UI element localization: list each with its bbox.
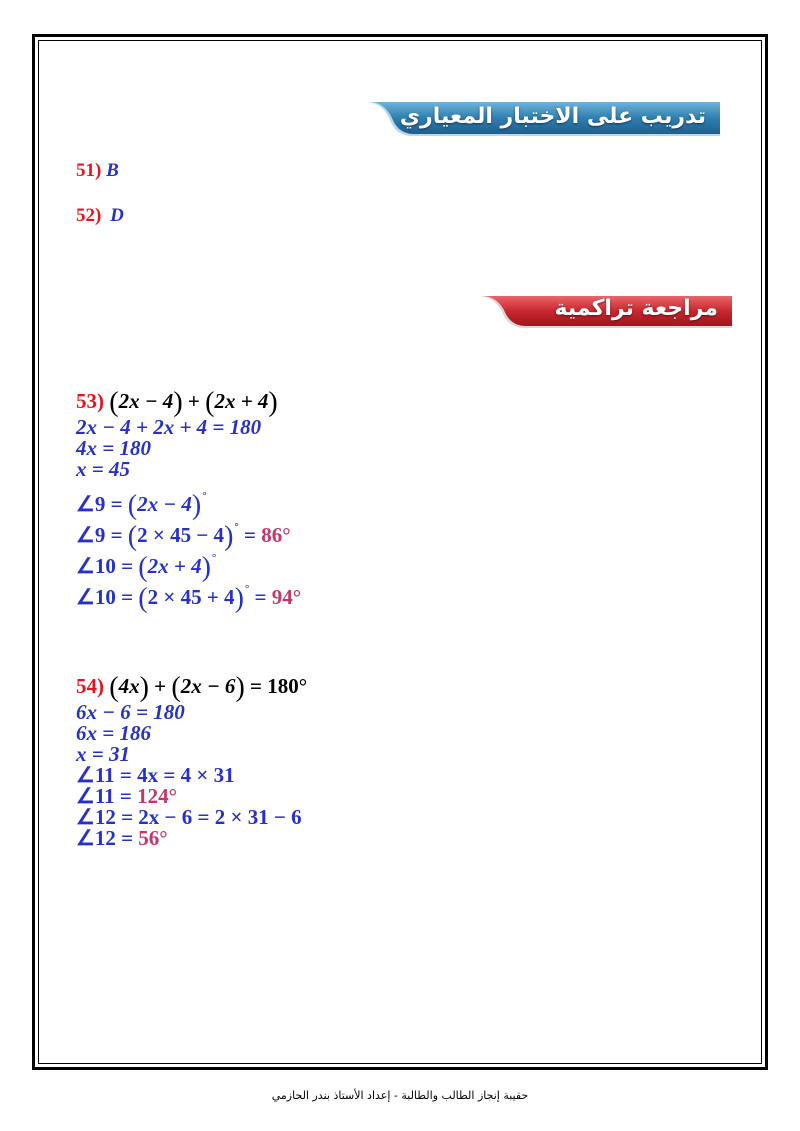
solution-line: x = 45 [76,457,130,481]
solution-53 [76,385,302,614]
angle-label: ∠10 = [76,554,139,578]
expression: 2x − 4 [118,389,174,413]
solution-line: ∠10 = (2x + 4)° [76,552,217,583]
expression: 2x − 6 [180,674,236,698]
expression: 2x − 4 [137,492,192,516]
result-value: 180° [267,674,308,698]
angle-label: ∠9 = [76,523,128,547]
answer-52 [76,205,124,227]
answer-number: 51) [76,160,102,181]
section-banner-cumulative-review [470,292,732,330]
solution-line: 6x = 186 [76,721,151,745]
result-value: 124° [137,784,178,808]
solution-line: ∠12 = 2x − 6 = 2 × 31 − 6 [76,805,302,829]
solution-line [76,786,307,807]
answer-letter: B [106,160,119,181]
expression: 2x + 4 [147,554,202,578]
solution-line: ∠10 = (2 × 45 + 4)° = 94° [76,583,302,614]
angle-label: ∠9 = [76,492,128,516]
solution-line: ∠11 = 4x = 4 × 31 [76,763,235,787]
result-value: 86° [261,523,291,547]
expression: 2 × 45 + 4 [147,585,235,609]
angle-label: ∠12 = [76,826,139,850]
solution-line: 6x − 6 = 180 [76,700,185,724]
angle-label: ∠11 = [76,784,138,808]
answer-number: 52) [76,205,102,226]
expression: 4x [118,674,140,698]
solution-line: ∠9 = (2x − 4)° [76,490,207,521]
solution-line [76,828,307,849]
solution-line: x = 31 [76,742,130,766]
question-number: 54) [76,674,104,698]
solution-line: 53) (2x − 4) + (2x + 4) [76,387,278,418]
solution-54 [76,670,307,849]
banner-title: مراجعة تراكمية [554,296,718,321]
banner-title: تدريب على الاختبار المعياري [399,104,706,129]
question-number: 53) [76,389,104,413]
expression: 2x + 4 [214,389,269,413]
angle-label: ∠10 = [76,585,139,609]
section-banner-standardized-test [352,100,720,138]
solution-line: ∠9 = (2 × 45 − 4)° = 86° [76,521,291,552]
solution-line: 2x − 4 + 2x + 4 = 180 [76,415,262,439]
solution-line: 4x = 180 [76,436,151,460]
answer-51 [76,160,119,182]
result-value: 56° [138,826,168,850]
page-footer: حقيبة إنجاز الطالب والطالبة - إعداد الأستاذ بندر الحازمي [271,1089,529,1102]
answer-letter: D [110,205,124,226]
solution-line: 54) (4x) + (2x − 6) = 180° [76,672,308,703]
result-value: 94° [271,585,302,609]
expression: 2 × 45 − 4 [137,523,225,547]
